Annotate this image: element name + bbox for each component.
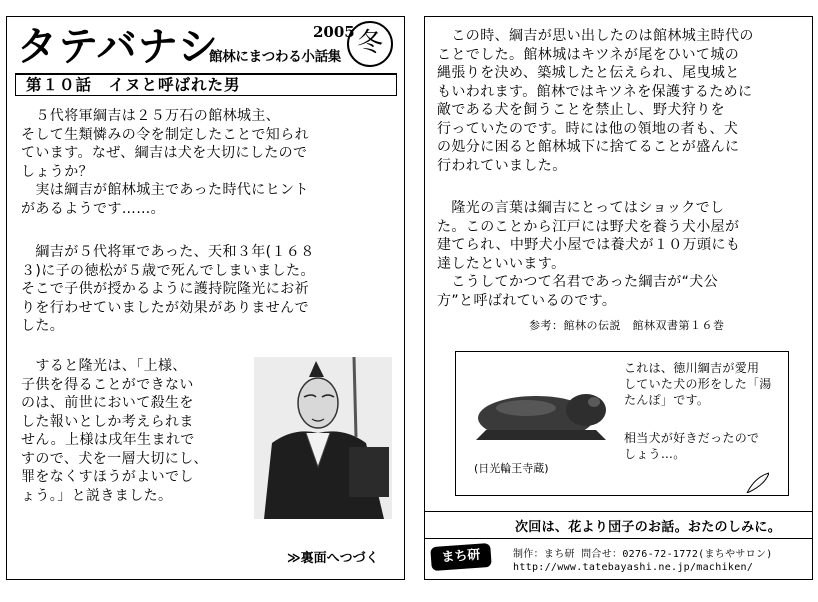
intro-paragraph: ５代将軍綱吉は２５万石の館林城主、 そして生類憐みの令を制定したことで知られ ています。なぜ、綱吉は犬を大切にしたので しょうか？ 実は綱吉が館林城主であった時代にヒント があるようです……。 (21, 108, 309, 217)
continue-to-back-label: ≫裏面へつづく (287, 551, 379, 566)
note-description: これは、徳川綱吉が愛用 していた犬の形をした「湯 たんぽ」です。 (624, 361, 772, 407)
newsletter-title: タテバナシ (17, 24, 219, 70)
reference-citation: 参考：館林の伝説 館林双書第１６巻 (529, 319, 725, 332)
note-comment: 相当犬が好きだったので しょう…。 (624, 431, 760, 461)
website-url[interactable]: http://www.tatebayashi.ne.jp/machiken/ (513, 562, 754, 573)
fox-paragraph: この時、綱吉が思い出したのは館林城主時代の ことでした。館林城はキツネが尾をひいて城の 縄張りを決め、築城したと伝えられ、尾曳城と もいわれます。館林ではキツネを保護するために 敵である犬を飼うことを禁止し、野犬狩りを 行っていたのです。時には他の領地の者も、犬 の処分に困ると館林城下に捨てることが盛んに 行われていました。 (437, 28, 754, 174)
right-page (424, 16, 813, 580)
conclusion-paragraph: 隆光の言葉は綱吉にとってはショックでし た。このことから江戸には野犬を養う犬小屋が 建てられ、中野犬小屋では養犬が１０万頭にも 達したといいます。 こうしてかつて名君であった綱吉が“犬公 方”と呼ばれているのです。 (437, 200, 741, 309)
episode-heading: 第１０話 イヌと呼ばれた男 (15, 74, 397, 96)
tsunayoshi-portrait-image (254, 357, 392, 519)
footer-divider (425, 538, 812, 539)
dog-yutanpo-image (466, 366, 616, 456)
season-badge: 冬 (347, 21, 393, 67)
photo-caption: (日光輪王寺蔵) (474, 462, 549, 475)
machiken-logo: まち研 (430, 543, 492, 571)
newsletter-subtitle: 館林にまつわる小話集 (209, 49, 341, 65)
history-paragraph: 綱吉が５代将軍であった、天和３年(１６８ ３)に子の徳松が５歳で死んでしまいました。 そこで子供が授かるように護持院隆光にお祈 りを行わせていましたが効果がありませんで した。 (21, 244, 315, 334)
ryuko-paragraph: すると隆光は、「上様、 子供を得ることができない のは、前世において殺生を した報いとしか考えられま せん。上様は戌年生まれで すので、犬を一層大切にし、 罪をなくすほうがよいでし ょう。」と説きました。 (21, 358, 208, 504)
next-issue-announcement: 次回は、花より団子のお話。おたのしみに。 (515, 520, 782, 535)
next-divider (425, 511, 812, 512)
credit-contact: 制作：まち研 問合せ：0276-72-1772(まちやサロン) (513, 549, 773, 560)
left-page (6, 16, 405, 580)
issue-year: 2005 (313, 23, 355, 41)
page-curl-icon (725, 463, 769, 493)
